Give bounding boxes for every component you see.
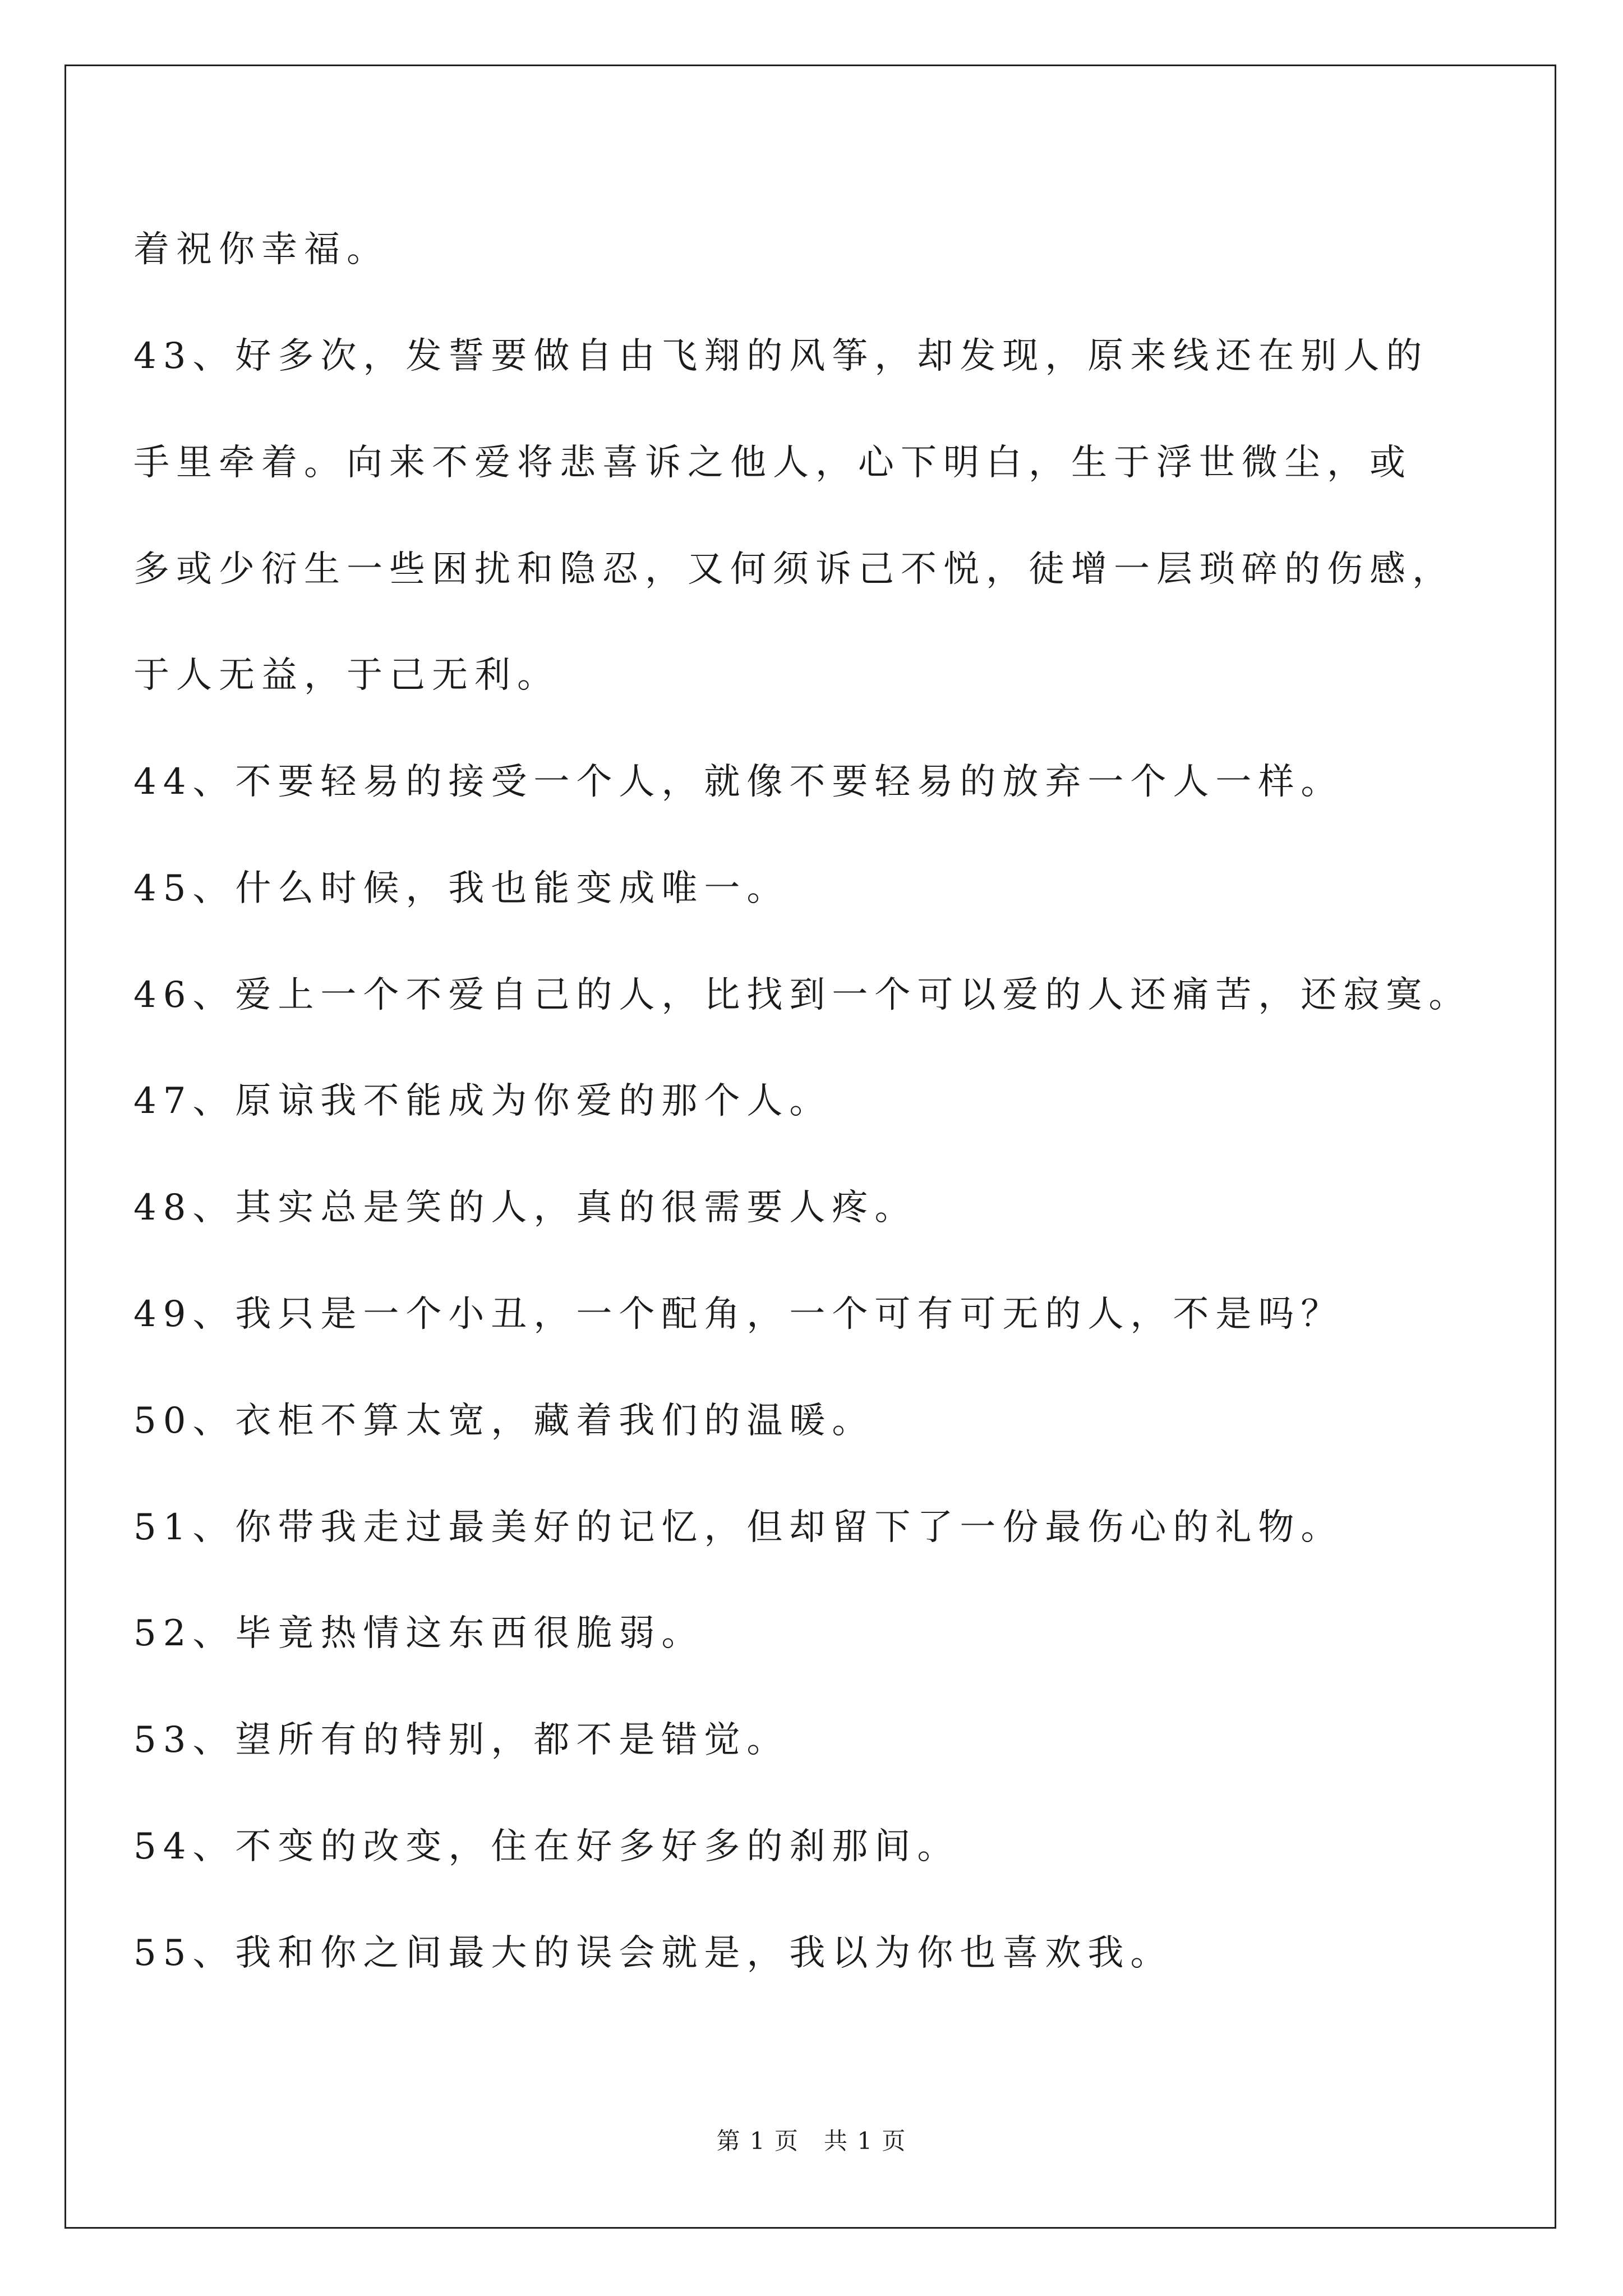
- text-line: 45、什么时候，我也能变成唯一。: [133, 868, 790, 909]
- text-line: 51、你带我走过最美好的记忆，但却留下了一份最伤心的礼物。: [133, 1507, 1344, 1548]
- text-line: 53、望所有的特别，都不是错觉。: [133, 1719, 790, 1761]
- text-line: 手里牵着。向来不爱将悲喜诉之他人，心下明白，生于浮世微尘，或: [133, 442, 1412, 484]
- text-line: 于人无益，于己无利。: [133, 655, 560, 696]
- text-line: 着祝你幸福。: [133, 229, 389, 270]
- text-line: 44、不要轻易的接受一个人，就像不要轻易的放弃一个人一样。: [133, 761, 1344, 803]
- page-number-footer: 第 1 页 共 1 页: [716, 2127, 907, 2155]
- text-line: 52、毕竟热情这东西很脆弱。: [133, 1613, 704, 1654]
- text-line: 43、好多次，发誓要做自由飞翔的风筝，却发现，原来线还在别人的: [133, 335, 1429, 377]
- text-line: 48、其实总是笑的人，真的很需要人疼。: [133, 1187, 917, 1228]
- text-line: 多或少衍生一些困扰和隐忍，又何须诉己不悦，徒增一层琐碎的伤感，: [133, 549, 1455, 590]
- text-line: 50、衣柜不算太宽，藏着我们的温暖。: [133, 1400, 875, 1442]
- text-line: 49、我只是一个小丑，一个配角，一个可有可无的人，不是吗？: [133, 1294, 1344, 1335]
- text-line: 55、我和你之间最大的误会就是，我以为你也喜欢我。: [133, 1932, 1173, 1974]
- text-line: 47、原谅我不能成为你爱的那个人。: [133, 1080, 832, 1122]
- text-line: 54、不变的改变，住在好多好多的刹那间。: [133, 1826, 960, 1867]
- page-border: [64, 65, 1556, 2229]
- text-line: 46、爱上一个不爱自己的人，比找到一个可以爱的人还痛苦，还寂寞。: [133, 974, 1472, 1016]
